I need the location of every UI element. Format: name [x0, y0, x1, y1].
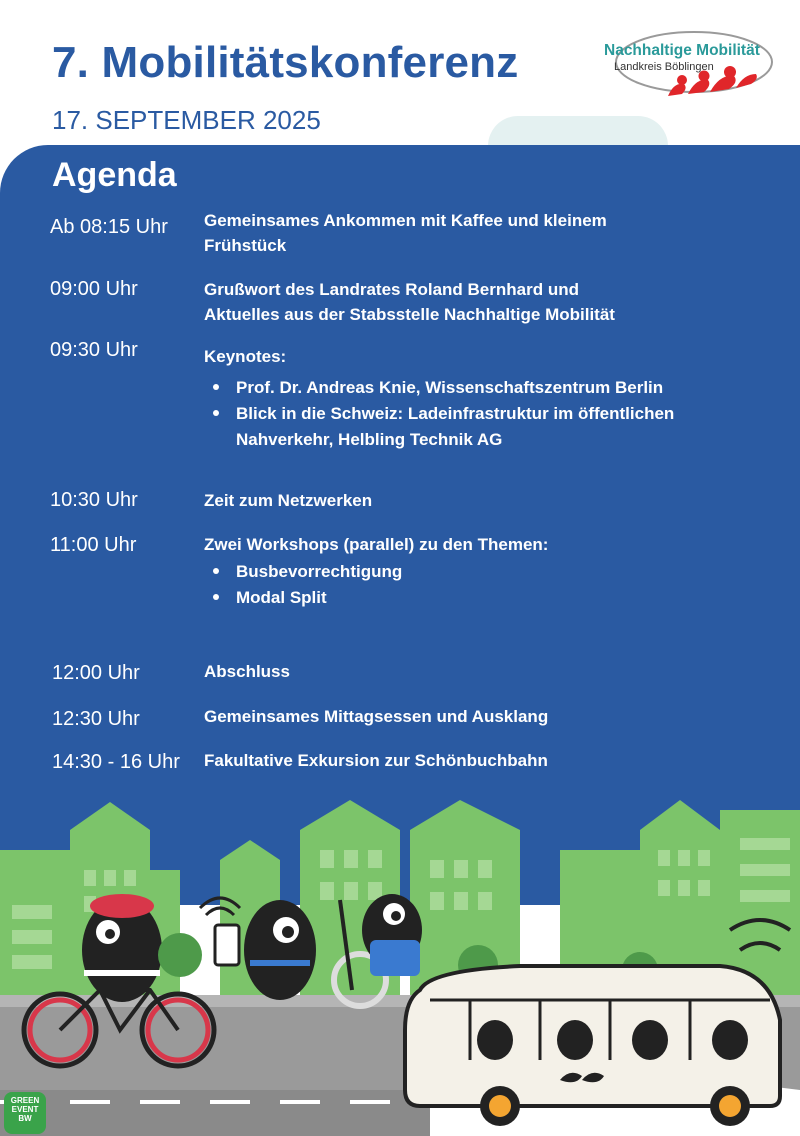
cyclist-character-icon: [82, 894, 162, 1002]
description-line: Aktuelles aus der Stabsstelle Nachhaltige Mobilität: [204, 305, 615, 324]
description-line: Abschluss: [204, 662, 290, 681]
description-line: Grußwort des Landrates Roland Bernhard und: [204, 280, 579, 299]
agenda-time: 12:00 Uhr: [52, 662, 140, 684]
description-line: Nahverkehr, Helbling Technik AG: [236, 430, 503, 449]
agenda-description: [204, 344, 764, 453]
city-mobility-illustration: [0, 790, 800, 1136]
agenda-description: [204, 488, 764, 513]
agenda-description: [204, 208, 764, 258]
agenda-time: 14:30 - 16 Uhr: [52, 751, 180, 773]
nachhaltige-mobilitaet-logo: [596, 22, 776, 108]
agenda-heading: Agenda: [52, 156, 177, 194]
list-item: Busbevorrechtigung: [204, 559, 764, 585]
logo-subtitle: Landkreis Böblingen: [614, 61, 714, 73]
list-item: Modal Split: [204, 585, 764, 611]
agenda-time: 11:00 Uhr: [50, 534, 137, 556]
keynote-list: [204, 375, 764, 427]
badge-line: EVENT: [11, 1105, 39, 1114]
agenda-description: [204, 532, 764, 611]
badge-line: BW: [18, 1114, 32, 1123]
description-line: Gemeinsames Mittagsessen und Ausklang: [204, 707, 549, 726]
agenda-description: [204, 277, 764, 327]
description-title: Zwei Workshops (parallel) zu den Themen:: [204, 535, 549, 554]
badge-line: GREEN: [10, 1096, 40, 1105]
agenda-description: [204, 704, 764, 729]
event-date: 17. SEPTEMBER 2025: [52, 105, 321, 135]
pedestrian-character-icon: [200, 898, 316, 1000]
description-line: Zeit zum Netzwerken: [204, 491, 373, 510]
green-event-badge: [4, 1092, 46, 1134]
agenda-time: 12:30 Uhr: [52, 708, 140, 730]
list-item: Blick in die Schweiz: Ladeinfrastruktur im öffentlichen: [204, 401, 764, 427]
workshop-list: [204, 559, 764, 611]
agenda-description: [204, 748, 764, 773]
agenda-description: [204, 659, 764, 684]
description-line: Fakultative Exkursion zur Schönbuchbahn: [204, 751, 548, 770]
description-title: Keynotes:: [204, 347, 287, 366]
agenda-time: 10:30 Uhr: [50, 489, 138, 511]
description-line: Gemeinsames Ankommen mit Kaffee und kleinem: [204, 211, 607, 230]
description-line: Frühstück: [204, 236, 287, 255]
list-item: Prof. Dr. Andreas Knie, Wissenschaftszentrum Berlin: [204, 375, 764, 401]
agenda-time: 09:00 Uhr: [50, 278, 138, 300]
logo-title: Nachhaltige Mobilität: [604, 42, 760, 59]
electric-bus-icon: [405, 966, 780, 1126]
agenda-time: 09:30 Uhr: [50, 339, 138, 361]
page-title: 7. Mobilitätskonferenz: [52, 38, 519, 87]
agenda-time: Ab 08:15 Uhr: [50, 216, 168, 238]
